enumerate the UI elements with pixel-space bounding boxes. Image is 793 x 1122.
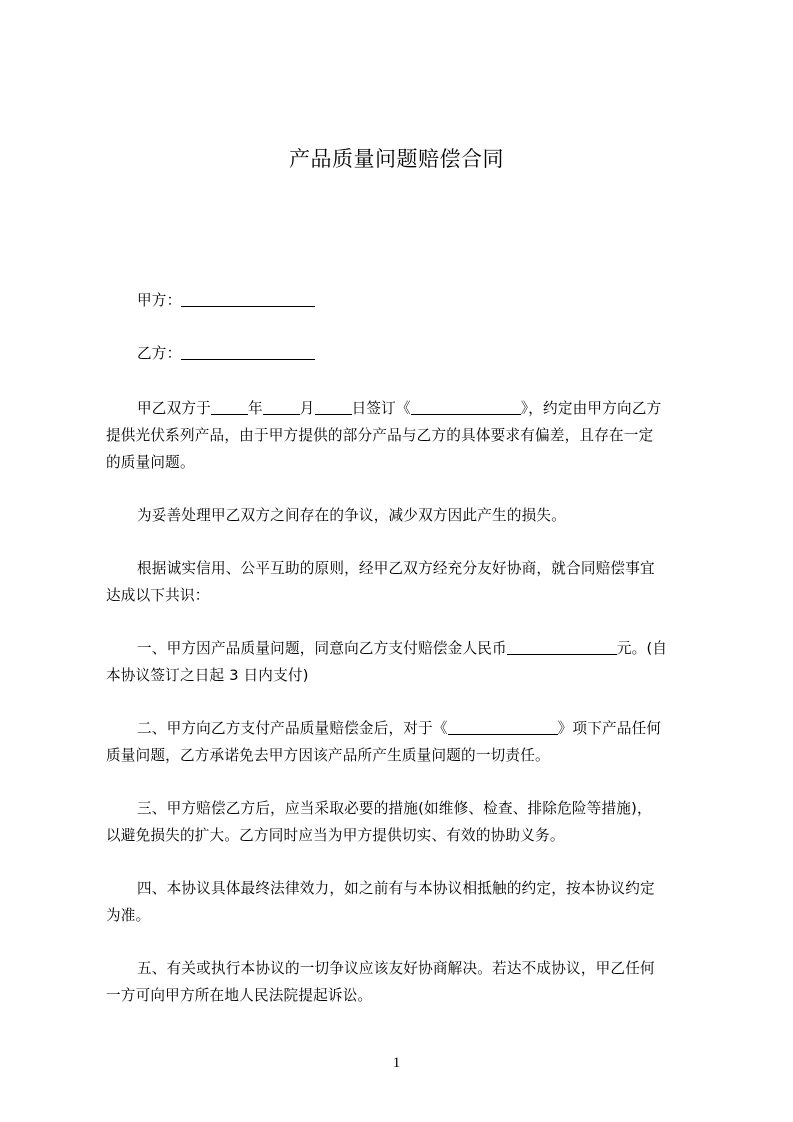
- p1-seg4: 日签订《: [351, 400, 411, 417]
- clause2-line1: [137, 719, 661, 739]
- clause2-contract-blank: [448, 720, 558, 735]
- party-a-label: 甲方：: [137, 292, 182, 309]
- p1-line3: 的质量问题。: [106, 454, 195, 471]
- year-blank: [211, 400, 248, 415]
- clause1-line2: 本协议签订之日起 3 日内支付): [106, 667, 309, 684]
- clause3-line1: 三、甲方赔偿乙方后，应当采取必要的措施(如维修、检查、排除危险等措施)，: [137, 800, 652, 817]
- page-number: 1: [392, 1055, 401, 1071]
- party-b-line: [137, 344, 315, 364]
- p1-seg2: 年: [247, 400, 263, 417]
- p1-line2: 提供光伏系列产品，由于甲方提供的部分产品与乙方的具体要求有偏差，且存在一定: [106, 427, 654, 444]
- p3-line2: 达成以下共识：: [106, 587, 210, 604]
- clause2-line2: 质量问题，乙方承诺免去甲方因该产品所产生质量问题的一切责任。: [106, 747, 550, 764]
- p1-seg3: 月: [299, 400, 315, 417]
- party-a-line: [137, 291, 315, 311]
- p2-line1: 为妥善处理甲乙双方之间存在的争议，减少双方因此产生的损失。: [137, 507, 567, 524]
- clause2-seg1: 二、甲方向乙方支付产品质量赔偿金后，对于《: [137, 720, 448, 737]
- clause1-line1: [137, 639, 667, 659]
- party-b-label: 乙方：: [137, 345, 182, 362]
- clause2-seg2: 》项下产品任何: [557, 720, 662, 737]
- contract-name-blank: [411, 400, 521, 415]
- clause5-line1: 五、有关或执行本协议的一切争议应该友好协商解决。若达不成协议，甲乙任何: [137, 960, 655, 977]
- clause4-line1: 四、本协议具体最终法律效力，如之前有与本协议相抵触的约定，按本协议约定: [137, 880, 655, 897]
- clause3-line2: 以避免损失的扩大。乙方同时应当为甲方提供切实、有效的协助义务。: [106, 827, 565, 844]
- day-blank: [315, 400, 352, 415]
- clause1-seg1: 一、甲方因产品质量问题，同意向乙方支付赔偿金人民币: [137, 640, 507, 657]
- party-a-blank: [181, 292, 315, 307]
- month-blank: [263, 400, 300, 415]
- document-title: 产品质量问题赔偿合同: [289, 147, 504, 171]
- p3-line1: 根据诚实信用、公平互助的原则，经甲乙双方经充分友好协商，就合同赔偿事宜: [137, 560, 655, 577]
- clause5-line2: 一方可向甲方所在地人民法院提起诉讼。: [106, 987, 373, 1004]
- p1-seg5: 》，约定由甲方向乙方: [520, 400, 662, 417]
- compensation-amount-blank: [507, 640, 617, 655]
- clause4-line2: 为准。: [106, 907, 151, 924]
- p1-seg1: 甲乙双方于: [137, 400, 211, 417]
- party-b-blank: [181, 345, 315, 360]
- p1-line1: [137, 399, 661, 419]
- clause1-seg2: 元。(自: [616, 640, 668, 657]
